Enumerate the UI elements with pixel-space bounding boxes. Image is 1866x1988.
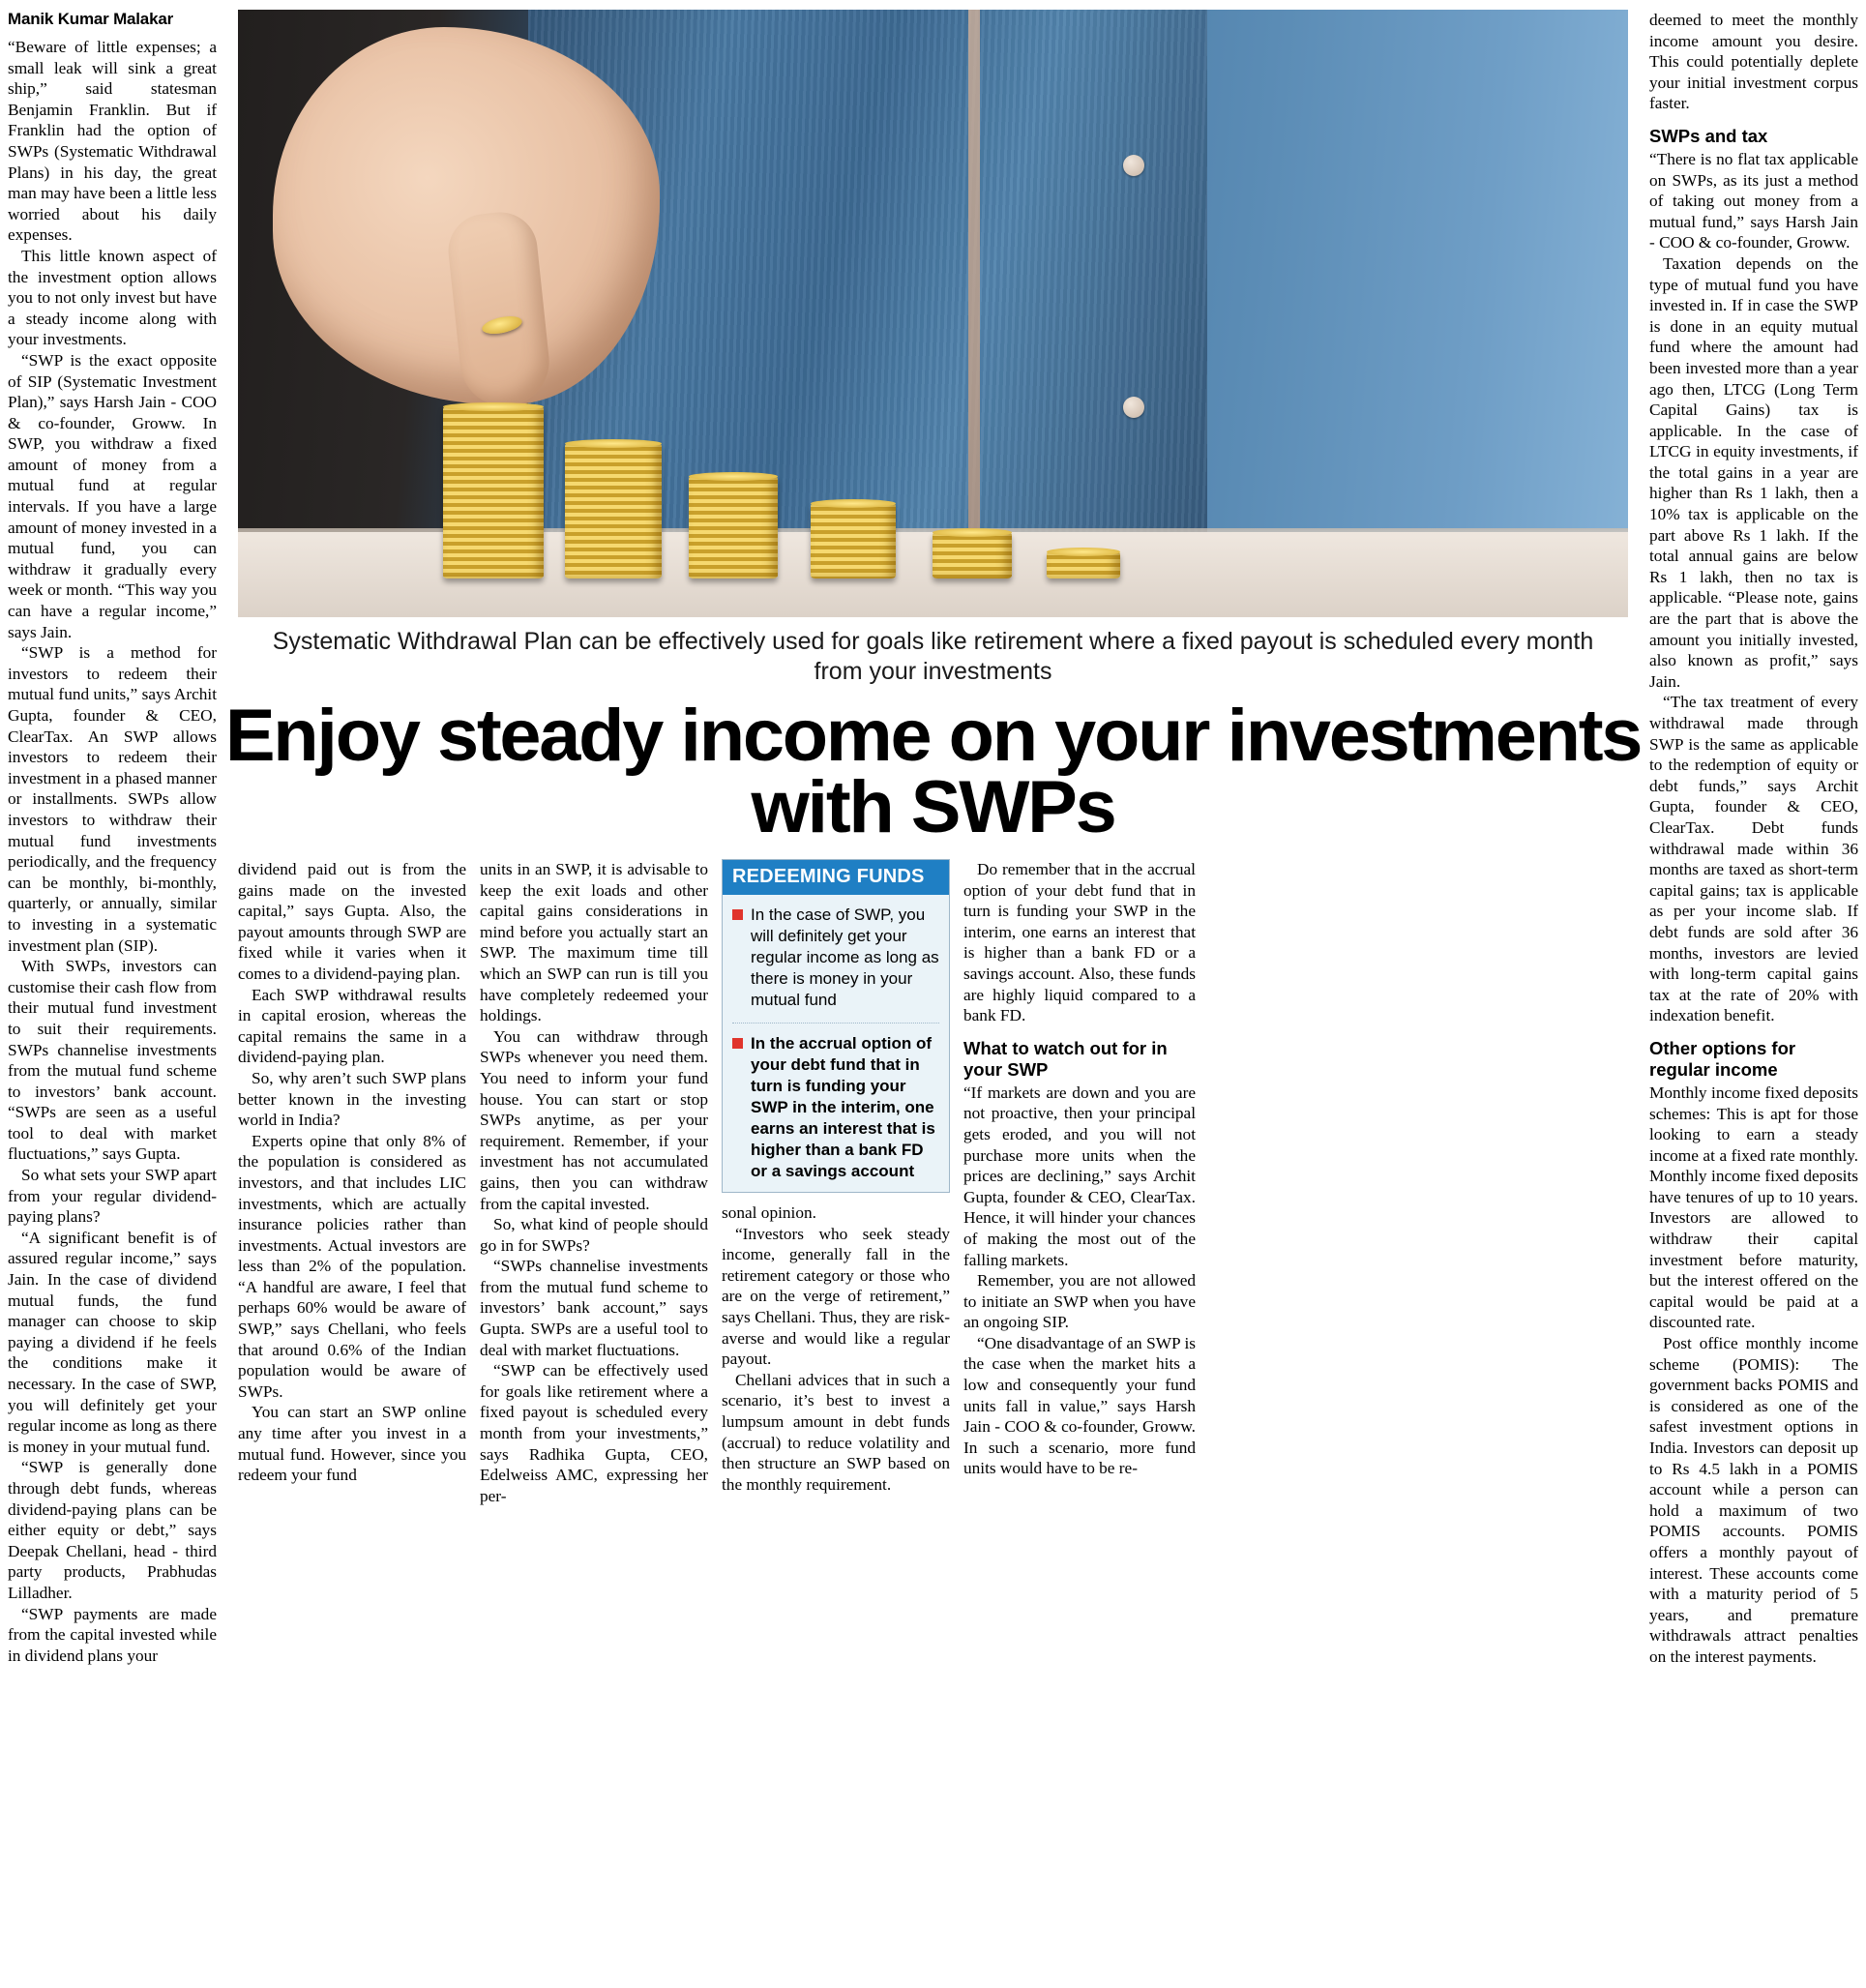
photo-caption: Systematic Withdrawal Plan can be effectively used for goals like retirement where a fixed payout is scheduled every month from your investments [272, 628, 1594, 685]
coin-stack [565, 443, 662, 579]
paragraph: “Beware of little expenses; a small leak will sink a great ship,” said statesman Benjamin Franklin. But if Franklin had the option of SWPs (Systematic Withdrawal Plans) in his day, the great man may have been a little less worried about his daily expenses. [8, 38, 217, 245]
paragraph: “Investors who seek steady income, generally fall in the retirement category or those who are on the verge of retirement,” says Chellani. Thus, they are risk-averse and would like a regular payout. [722, 1224, 950, 1369]
center-column-1 [238, 859, 466, 1988]
paragraph: This little known aspect of the investment option allows you to not only invest but have a steady income along with your investments. [8, 246, 217, 349]
paragraph: So, why aren’t such SWP plans better known in the investing world in India? [238, 1068, 466, 1130]
paragraph: “A significant benefit is of assured regular income,” says Jain. In the case of dividend mutual funds, the fund manager can choose to skip paying a dividend if he feels the conditions make it necessary. In the case of SWP, you will definitely get your regular income as long as there is money in your mutual fund. [8, 1228, 217, 1456]
box-title: REDEEMING FUNDS [723, 860, 949, 895]
paragraph: Do remember that in the accrual option of your debt fund that in turn is funding your SWP in the interim, one earns an interest that is higher than a bank FD or a savings account. Also, these funds are highly liquid compared to a bank FD. [963, 860, 1196, 1025]
paragraph: “SWP is generally done through debt funds, whereas dividend-paying plans can be either equity or debt,” says Deepak Chellani, head - third party products, Prabhudas Lilladher. [8, 1458, 217, 1602]
box-item [723, 895, 949, 1011]
coin-stack [811, 503, 896, 579]
paragraph: You can withdraw through SWPs whenever you need them. You need to inform your fund house. You can start or stop SWPs anytime, as per your requirement. Remember, if your investment has not accumulated gains, then you can withdraw from the capital invested. [480, 1026, 708, 1213]
byline: Manik Kumar Malakar [8, 10, 173, 28]
paragraph: Chellani advices that in such a scenario, it’s best to invest a lumpsum amount in debt funds (accrual) to reduce volatility and then structure an SWP based on the monthly requirement. [722, 1370, 950, 1494]
box-item [723, 1024, 949, 1182]
paragraph: “SWP payments are made from the capital invested while in dividend plans your [8, 1604, 217, 1665]
section-heading-watch-out: What to watch out for in your SWP [963, 1037, 1168, 1080]
left-column-body [8, 37, 217, 1666]
paragraph: “If markets are down and you are not proactive, then your principal gets eroded, and you will not purchase more units when the prices are declining,” says Archit Gupta, founder & CEO, ClearTax. Hence, it will hinder your chances of making the most out of the falling markets. [963, 1083, 1196, 1269]
coin-stack [933, 532, 1012, 579]
section-heading-swps-and-tax: SWPs and tax [1649, 125, 1768, 146]
paragraph: Experts opine that only 8% of the population is considered as investors, and that includes LIC investments, which are actually insurance policies rather than investments. Actual investors are less than 2% of the population. “A handful are aware, I feel that perhaps 60% would be aware of SWP,” says Chellani, who feels that around 0.6% of the Indian population would be aware of SWPs. [238, 1131, 466, 1401]
center-column-4 [963, 859, 1196, 1988]
paragraph: Remember, you are not allowed to initiate an SWP when you have an ongoing SIP. [963, 1271, 1196, 1332]
paragraph: “The tax treatment of every withdrawal made through SWP is the same as applicable to the redemption of equity or debt funds,” says Archit Gupta, founder & CEO, ClearTax. Debt funds withdrawal made within 36 months are taxed as short-term capital gains; tax is applicable as per your income slab. If debt funds are sold after 36 months, investors are levied with long-term capital gains tax at the rate of 20% with indexation benefit. [1649, 693, 1858, 1025]
paragraph: Each SWP withdrawal results in capital erosion, whereas the capital remains the same in a dividend-paying plan. [238, 985, 466, 1067]
paragraph: “One disadvantage of an SWP is the case when the market hits a low and consequently your fund units fall in value,” says Harsh Jain - COO & co-founder, Groww. In such a scenario, more fund units would have to be re- [963, 1333, 1196, 1478]
paragraph: units in an SWP, it is advisable to keep the exit loads and other capital gains considerations in mind before you actually start an SWP. The maximum time till which an SWP can run is till you have completely redeemed your holdings. [480, 860, 708, 1025]
photo-shirt-button [1123, 397, 1144, 418]
paragraph: deemed to meet the monthly income amount you desire. This could potentially deplete your initial investment corpus faster. [1649, 11, 1858, 113]
paragraph: With SWPs, investors can customise their cash flow from their mutual fund investment to suit their requirements. SWPs channelise investments from the mutual fund scheme to investors’ bank account. “SWPs are seen as a useful tool to deal with market fluctuations,” says Gupta. [8, 957, 217, 1164]
paragraph: So, what kind of people should go in for SWPs? [480, 1215, 708, 1255]
paragraph: sonal opinion. [722, 1203, 816, 1222]
coin-stack [689, 476, 778, 579]
square-bullet-icon [732, 1038, 743, 1049]
photo-shirt-seam [968, 10, 980, 551]
center-column [224, 10, 1642, 1988]
paragraph: “SWPs channelise investments from the mutual fund scheme to investors’ bank account,” says Gupta. SWPs are a useful tool to deal with market fluctuations. [480, 1257, 708, 1359]
paragraph: Post office monthly income scheme (POMIS): The government backs POMIS and is considered as one of the safest investment options in India. Investors can deposit up to Rs 4.5 lakh in a POMIS account while a person can hold a maximum of two POMIS accounts. POMIS offers a monthly payout of interest. These accounts come with a maturity period of 5 years, and premature withdrawals attract penalties on the interest payments. [1649, 1334, 1858, 1666]
box-item-text: In the accrual option of your debt fund that in turn is funding your SWP in the interim, one earns an interest that is higher than a bank FD or a savings account [751, 1034, 935, 1180]
center-column-2 [480, 859, 708, 1988]
paragraph: Taxation depends on the type of mutual fund you have invested in. If in case the SWP is done in an equity mutual fund where the amount had been invested more than a year ago then, LTCG (Long Term Capital Gains) tax is applicable. In the case of LTCG in equity investments, if the total gains in a year are higher than Rs 1 lakh, then a 10% tax is applicable on the part above Rs 1 lakh. If the total annual gains are below Rs 1 lakh, then no tax is applicable. “Please note, gains are the part that is above the amount you initially invested, also known as profit,” says Jain. [1649, 253, 1858, 691]
paragraph: “There is no flat tax applicable on SWPs, as its just a method of taking out money from a mutual fund,” says Harsh Jain - COO & co-founder, Groww. [1649, 149, 1858, 252]
paragraph: “SWP is a method for investors to redeem their mutual fund units,” says Archit Gupta, founder & CEO, ClearTax. An SWP allows investors to redeem their investment in a phased manner or installments. SWPs allow investors to withdraw their mutual fund investments periodically, and the frequency can be monthly, bi-monthly, quarterly, or annually, similar to investing in a systematic investment plan (SIP). [8, 643, 217, 955]
box-item-text: In the case of SWP, you will definitely get your regular income as long as there is money in your mutual fund [751, 905, 939, 1009]
paragraph: “SWP can be effectively used for goals like retirement where a fixed payout is scheduled every month from your investments,” says Radhika Gupta, CEO, Edelweiss AMC, expressing her per- [480, 1361, 708, 1505]
redeeming-funds-box [722, 859, 950, 1193]
paragraph: Monthly income fixed deposits schemes: This is apt for those looking to earn a steady income at a fixed rate monthly. Monthly income fixed deposits have tenures of up to 10 years. Investors are allowed to withdraw their capital investment before maturity, but the interest offered on the capital would be paid at a discounted rate. [1649, 1083, 1858, 1332]
photo-shirt-button [1123, 155, 1144, 176]
section-heading-other-options: Other options for regular income [1649, 1037, 1796, 1080]
square-bullet-icon [732, 909, 743, 920]
article-photo [238, 10, 1628, 617]
paragraph: So what sets your SWP apart from your regular dividend-paying plans? [8, 1166, 217, 1227]
paragraph: dividend paid out is from the gains made on the invested capital,” says Gupta. Also, the payout amounts through SWP are fixed while it varies when it comes to a dividend-paying plan. [238, 860, 466, 983]
paragraph: You can start an SWP online any time after you invest in a mutual fund. However, since you redeem your fund [238, 1403, 466, 1485]
paragraph: “SWP is the exact opposite of SIP (Systematic Investment Plan),” says Harsh Jain - COO & co-founder, Groww. In SWP, you withdraw a fixed amount of money from a mutual fund at regular intervals. If you have a large amount of money invested in a mutual fund, you can withdraw it gradually every week or month. “This way you can have a regular income,” says Jain. [8, 350, 217, 641]
center-text-columns [238, 859, 1628, 1988]
right-column [1638, 10, 1858, 1988]
center-column-3 [722, 859, 950, 1988]
left-column [8, 10, 228, 1988]
coin-stack [1047, 551, 1120, 579]
coin-stack [443, 406, 544, 579]
page-title: Enjoy steady income on your investments with SWPs [224, 695, 1642, 848]
